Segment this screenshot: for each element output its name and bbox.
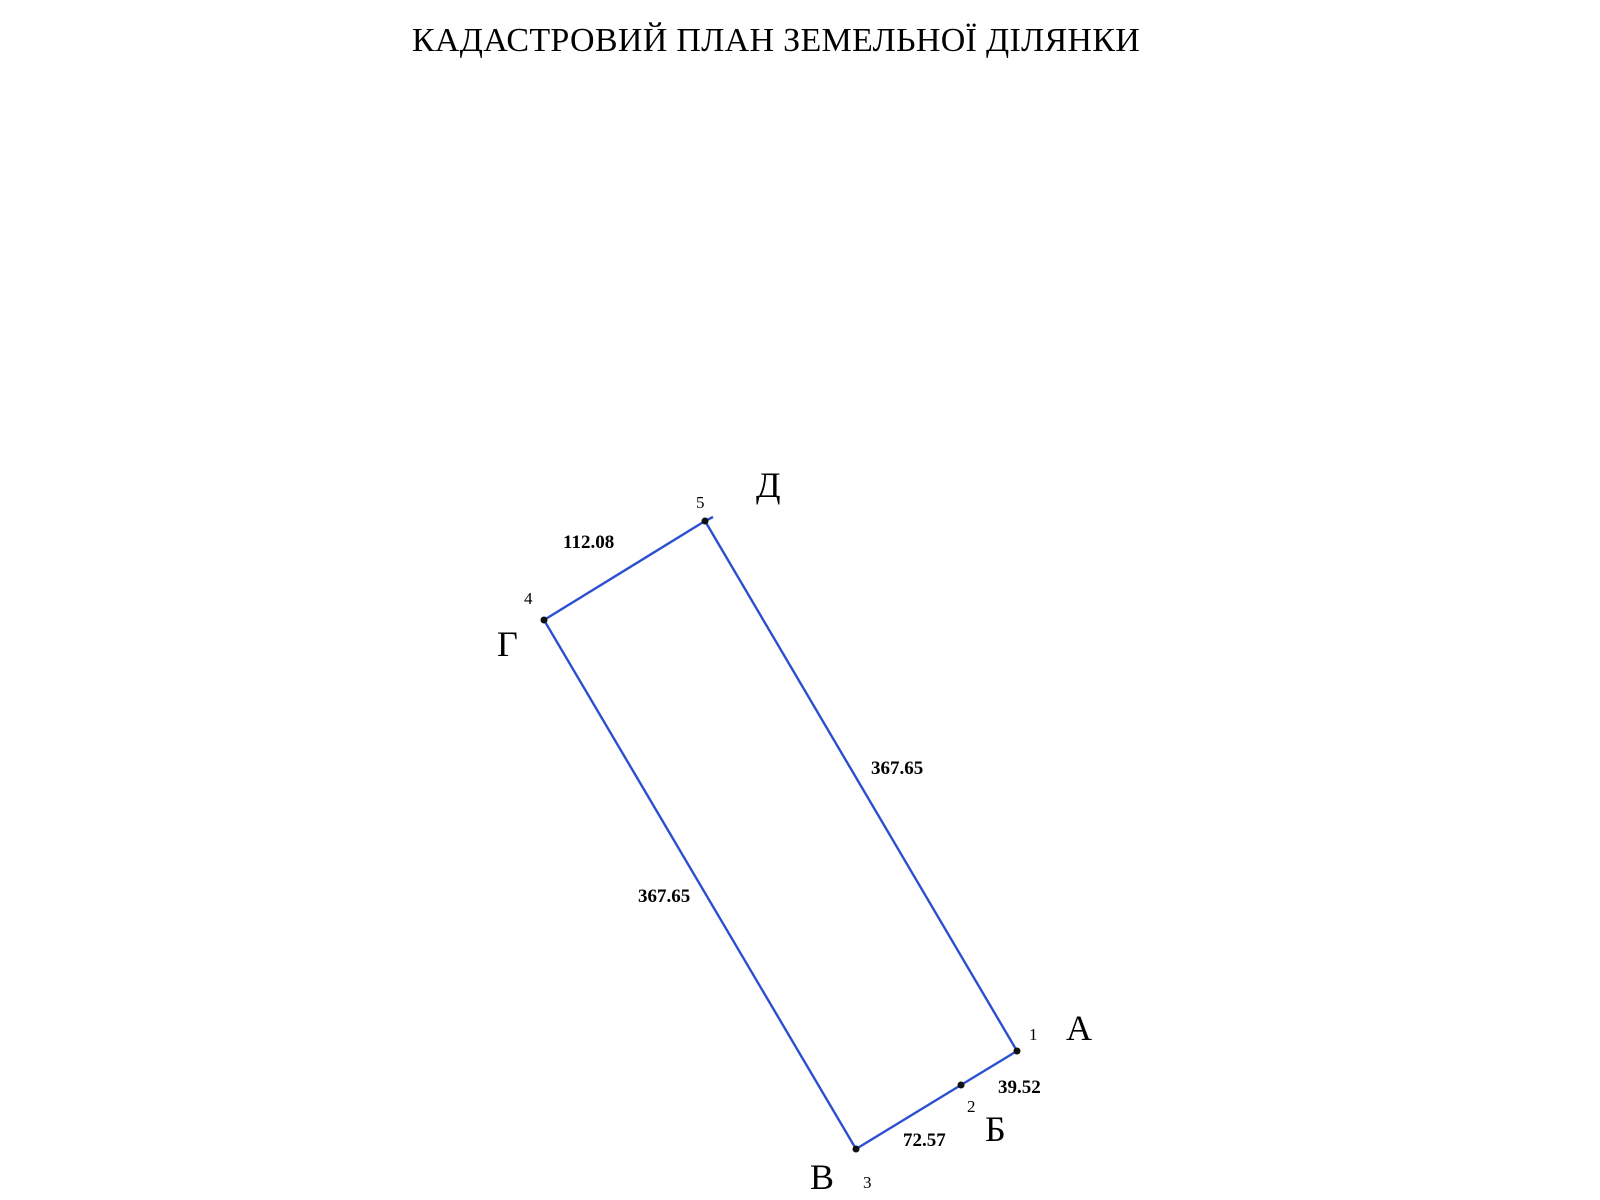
vertex-letter-5: Д <box>756 465 781 505</box>
vertex-letter-1: А <box>1066 1008 1092 1048</box>
vertex-point-2 <box>958 1082 965 1089</box>
edge-length-4-5: 112.08 <box>563 532 615 553</box>
vertex-letter-3: В <box>810 1157 835 1197</box>
vertex-number-5: 5 <box>696 493 705 512</box>
vertex-point-5 <box>702 518 709 525</box>
vertex-number-4: 4 <box>524 589 533 608</box>
vertex-number-2: 2 <box>967 1097 976 1116</box>
vertex-point-1 <box>1014 1048 1021 1055</box>
page-title: КАДАСТРОВИЙ ПЛАН ЗЕМЕЛЬНОЇ ДІЛЯНКИ <box>411 22 1141 59</box>
edge-length-5-1: 367.65 <box>871 758 924 779</box>
vertex-number-1: 1 <box>1029 1025 1038 1044</box>
edge-length-1-2: 39.52 <box>998 1077 1041 1098</box>
vertex-letter-2: Б <box>985 1109 1006 1149</box>
edge-length-3-4: 367.65 <box>638 886 691 907</box>
edge-length-2-3: 72.57 <box>903 1130 946 1151</box>
vertex-point-4 <box>541 617 548 624</box>
vertex-number-3: 3 <box>863 1173 872 1192</box>
vertex-point-3 <box>853 1146 860 1153</box>
vertex-letter-4: Г <box>497 624 518 664</box>
